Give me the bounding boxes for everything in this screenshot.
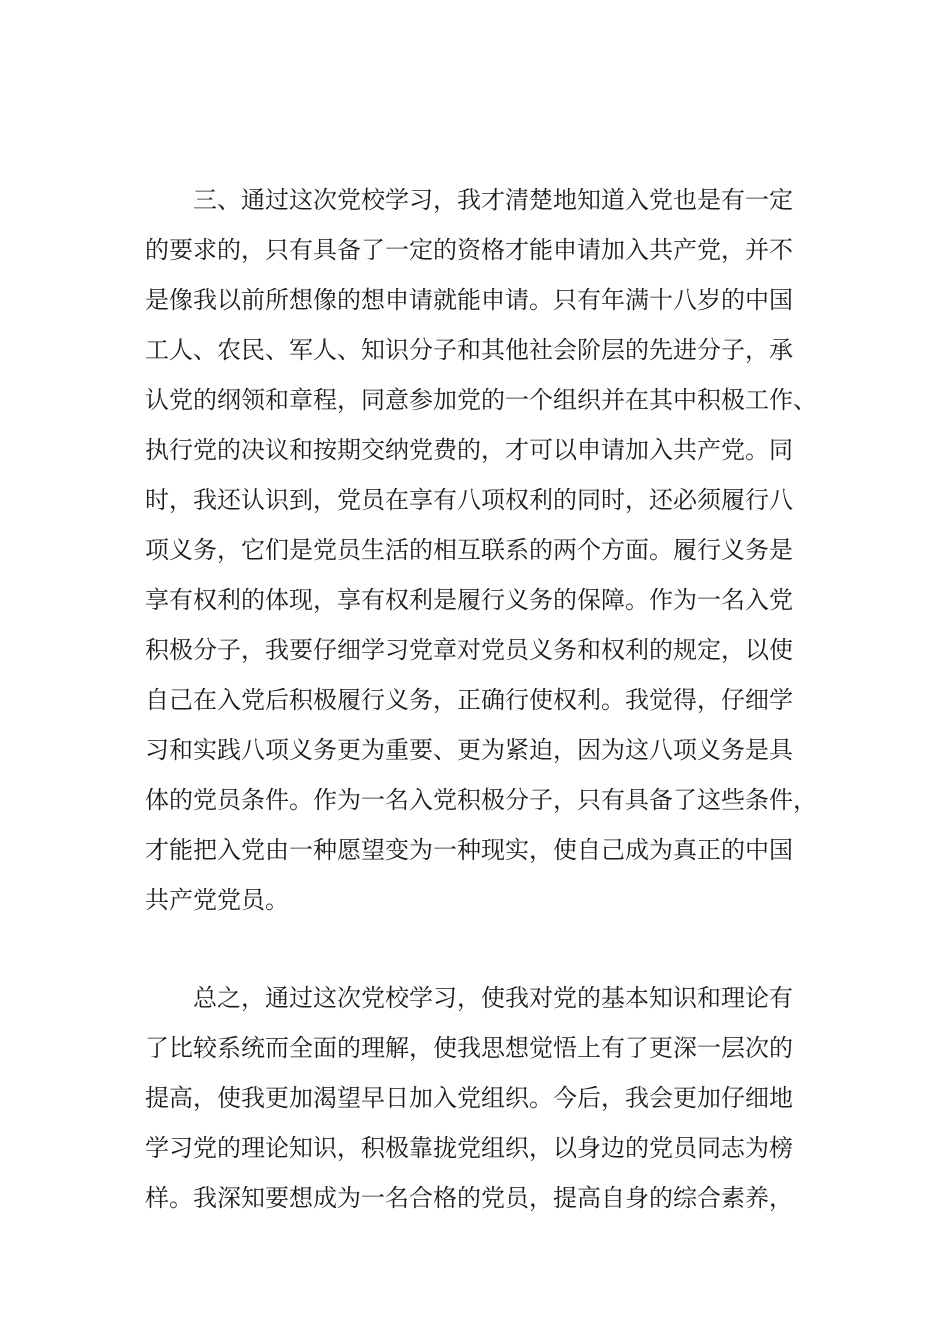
text-line: 工人、农民、军人、知识分子和其他社会阶层的先进分子，承 [145,336,793,364]
text-line: 是像我以前所想像的想申请就能申请。只有年满十八岁的中国 [145,286,793,314]
text-line: 自己在入党后积极履行义务，正确行使权利。我觉得，仔细学 [145,686,793,714]
text-line: 积极分子，我要仔细学习党章对党员义务和权利的规定，以使 [145,636,793,664]
text-line: 总之，通过这次党校学习，使我对党的基本知识和理论有 [193,984,793,1012]
paragraph-conclusion [145,973,845,1223]
text-line: 提高，使我更加渴望早日加入党组织。今后，我会更加仔细地 [145,1084,793,1112]
text-line: 习和实践八项义务更为重要、更为紧迫，因为这八项义务是具 [145,736,793,764]
text-line: 三、通过这次党校学习，我才清楚地知道入党也是有一定 [193,186,793,214]
text-line: 的要求的，只有具备了一定的资格才能申请加入共产党，并不 [145,236,793,264]
text-line: 执行党的决议和按期交纳党费的，才可以申请加入共产党。同 [145,436,793,464]
text-line: 项义务，它们是党员生活的相互联系的两个方面。履行义务是 [145,536,793,564]
paragraph-party-school-study [145,175,845,925]
text-line: 认党的纲领和章程，同意参加党的一个组织并在其中积极工作、 [145,386,817,414]
text-line: 样。我深知要想成为一名合格的党员，提高自身的综合素养， [145,1184,793,1212]
text-line: 共产党党员。 [145,886,289,914]
text-line: 时，我还认识到，党员在享有八项权利的同时，还必须履行八 [145,486,793,514]
text-line: 体的党员条件。作为一名入党积极分子，只有具备了这些条件， [145,786,817,814]
text-line: 学习党的理论知识，积极靠拢党组织，以身边的党员同志为榜 [145,1134,793,1162]
text-line: 享有权利的体现，享有权利是履行义务的保障。作为一名入党 [145,586,793,614]
text-line: 才能把入党由一种愿望变为一种现实，使自己成为真正的中国 [145,836,793,864]
text-line: 了比较系统而全面的理解，使我思想觉悟上有了更深一层次的 [145,1034,793,1062]
